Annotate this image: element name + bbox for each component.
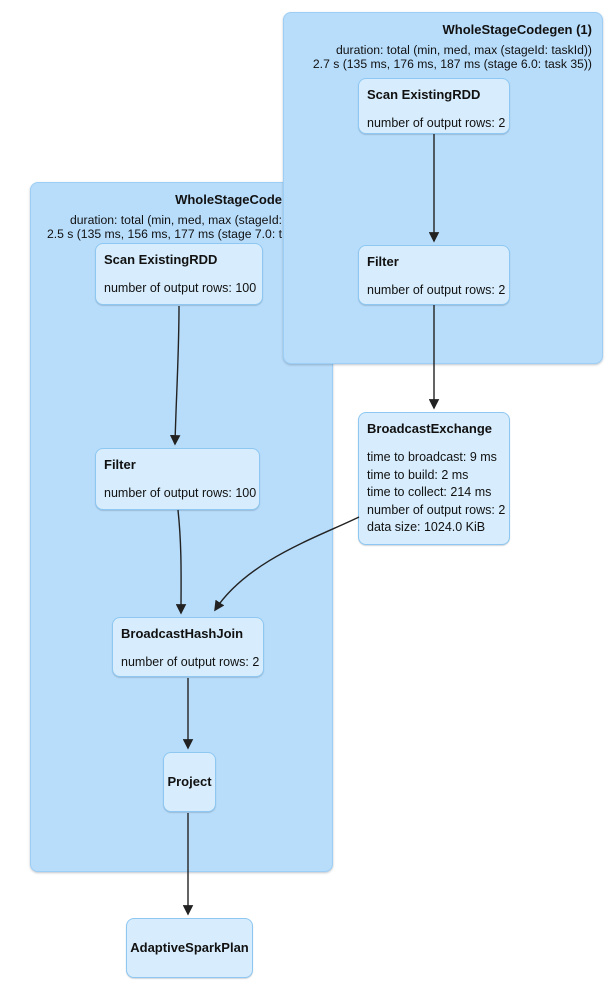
cluster-title: WholeStageCodegen (1) bbox=[442, 22, 592, 37]
duration-line: 2.5 s (135 ms, 156 ms, 177 ms (stage 7.0: t bbox=[46, 226, 282, 241]
cluster-duration-metric bbox=[47, 214, 282, 241]
duration-line: duration: total (min, med, max (stageId: bbox=[69, 213, 282, 227]
node-title: Scan ExistingRDD bbox=[367, 87, 481, 102]
node-metric: time to build: 2 ms bbox=[367, 467, 469, 482]
duration-line: 2.7 s (135 ms, 176 ms, 187 ms (stage 6.0: task 35)) bbox=[312, 56, 592, 71]
plan-node-scan-existingrdd-2[interactable] bbox=[95, 243, 263, 305]
node-metric: number of output rows: 100 bbox=[104, 281, 257, 295]
cluster-wholestagecodegen-1 bbox=[283, 12, 603, 364]
cluster-duration-metric bbox=[313, 44, 592, 71]
plan-node-broadcast-hash-join[interactable] bbox=[112, 617, 264, 677]
node-title: Filter bbox=[367, 254, 399, 269]
node-title: Filter bbox=[104, 457, 136, 472]
node-title: AdaptiveSparkPlan bbox=[130, 940, 249, 955]
plan-node-filter-2[interactable] bbox=[95, 448, 260, 510]
cluster-label bbox=[313, 21, 592, 71]
node-title: BroadcastHashJoin bbox=[121, 626, 244, 641]
node-metric: time to collect: 214 ms bbox=[367, 485, 492, 499]
node-metric: data size: 1024.0 KiB bbox=[367, 520, 486, 534]
plan-node-scan-existingrdd-1[interactable] bbox=[358, 78, 510, 134]
plan-node-filter-1[interactable] bbox=[358, 245, 510, 305]
node-metric: time to broadcast: 9 ms bbox=[367, 450, 497, 464]
node-title: Project bbox=[167, 774, 212, 789]
node-metric: number of output rows: 2 bbox=[367, 116, 506, 130]
node-title: BroadcastExchange bbox=[367, 421, 492, 436]
node-metric: number of output rows: 2 bbox=[367, 283, 506, 297]
duration-line: duration: total (min, med, max (stageId: taskId)) bbox=[335, 43, 592, 57]
node-metric: number of output rows: 2 bbox=[367, 502, 506, 517]
cluster-title: WholeStageCode bbox=[175, 192, 282, 207]
node-metric: number of output rows: 100 bbox=[104, 486, 257, 500]
node-title: Scan ExistingRDD bbox=[104, 252, 218, 267]
plan-node-adaptive-spark-plan[interactable] bbox=[126, 918, 253, 978]
plan-node-project[interactable] bbox=[163, 752, 216, 812]
cluster-label bbox=[47, 191, 282, 241]
node-metric: number of output rows: 2 bbox=[121, 655, 260, 669]
plan-node-broadcast-exchange[interactable] bbox=[358, 412, 510, 545]
